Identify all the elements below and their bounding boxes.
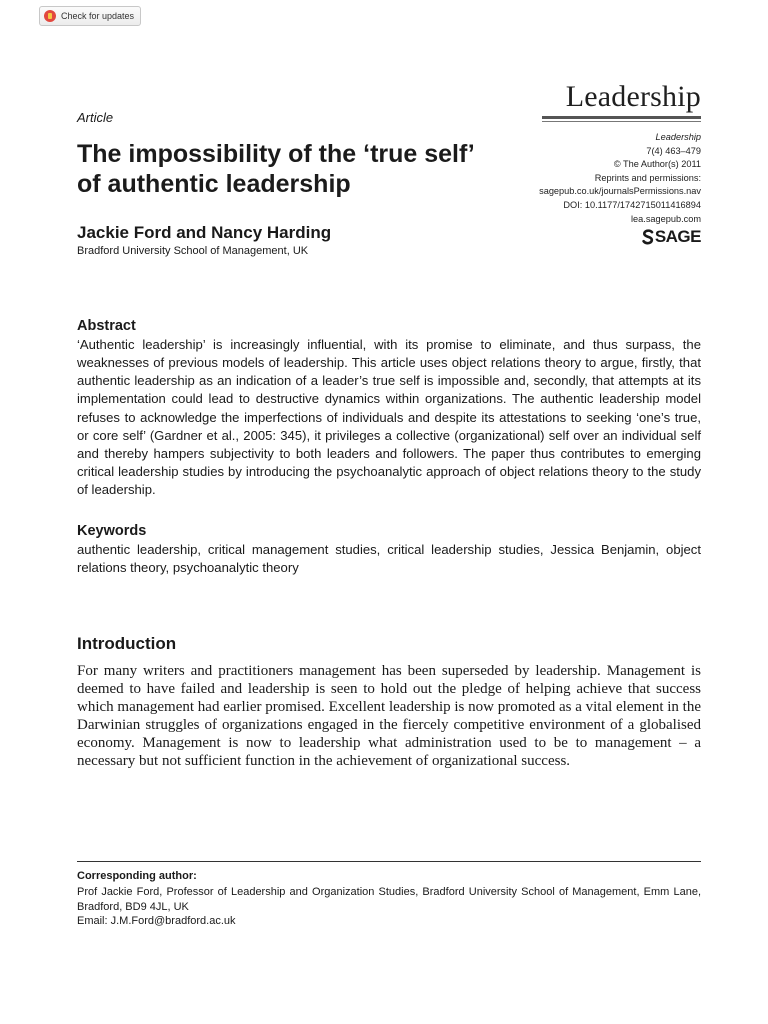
crossmark-icon (44, 10, 56, 22)
sage-s-icon (642, 229, 654, 245)
article-title: The impossibility of the ‘true self’ of authentic leadership (77, 140, 474, 198)
meta-volume: 7(4) 463–479 (646, 145, 701, 156)
corresponding-author-text: Prof Jackie Ford, Professor of Leadership and Organization Studies, Bradford University School of Management, Emm Lane, Bradford, BD9 4JL, UK (77, 886, 701, 913)
meta-permissions-link[interactable]: sagepub.co.uk/journalsPermissions.nav (539, 186, 701, 197)
meta-copyright: © The Author(s) 2011 (613, 159, 701, 170)
introduction-text: For many writers and practitioners management has been superseded by leadership. Management is deemed to have failed and leadership is seen to hold out the pledge of helping achieve that success which management had earlier promised. Excellent leadership is now promoted as a vital element in the Darwinian struggles of organizations engaged in the fiercely competitive environment of a globalised economy. Management is now to leadership what administration used to be to management – a necessary but not sufficient function in the achievement of organizational success. (77, 663, 701, 769)
sage-wordmark: SAGE (654, 227, 701, 246)
footnote-rule (77, 861, 701, 862)
masthead-rule-thin (542, 121, 701, 122)
meta-reprints: Reprints and permissions: (594, 172, 701, 183)
keywords-text: authentic leadership, critical management studies, critical leadership studies, Jessica Benjamin, object relations theory, psychoanalytic theory (77, 542, 701, 576)
check-for-updates-button[interactable] (39, 6, 141, 26)
masthead-rule (542, 116, 701, 119)
abstract-heading: Abstract (77, 318, 136, 334)
journal-masthead: Leadership (565, 80, 701, 113)
journal-meta (539, 131, 701, 226)
article-authors: Jackie Ford and Nancy Harding (77, 223, 332, 242)
sage-logo (642, 227, 701, 247)
author-affiliation: Bradford University School of Management, UK (77, 245, 309, 257)
meta-journal-name: Leadership (655, 132, 701, 142)
introduction-heading: Introduction (77, 634, 177, 653)
corresponding-author-email[interactable]: Email: J.M.Ford@bradford.ac.uk (77, 915, 236, 927)
corresponding-author-heading: Corresponding author: (77, 870, 197, 882)
keywords-heading: Keywords (77, 523, 147, 539)
meta-doi[interactable]: DOI: 10.1177/1742715011416894 (563, 199, 701, 210)
check-for-updates-label: Check for updates (61, 11, 135, 21)
meta-site-link[interactable]: lea.sagepub.com (631, 213, 701, 224)
article-type-label: Article (77, 110, 114, 125)
abstract-text: ‘Authentic leadership’ is increasingly influential, with its promise to eliminate, and thus surpass, the weaknesses of previous models of leadership. This article uses object relations theory to argue, firstly, that authentic leadership as an indication of a leader’s true self is impossible and, secondly, that attempts at its implementation could lead to destructive dynamics within organizations. The authentic leadership model refuses to acknowledge the imperfections of individuals and despite its attestations to seeking ‘one’s true, or core self’ (Gardner et al., 2005: 345), it privileges a collective (organizational) self over an individual self and thereby hampers subjectivity to both leaders and followers. The paper thus contributes to emerging critical leadership studies by introducing the psychoanalytic approach of object relations theory to the study of leadership. (77, 337, 701, 498)
